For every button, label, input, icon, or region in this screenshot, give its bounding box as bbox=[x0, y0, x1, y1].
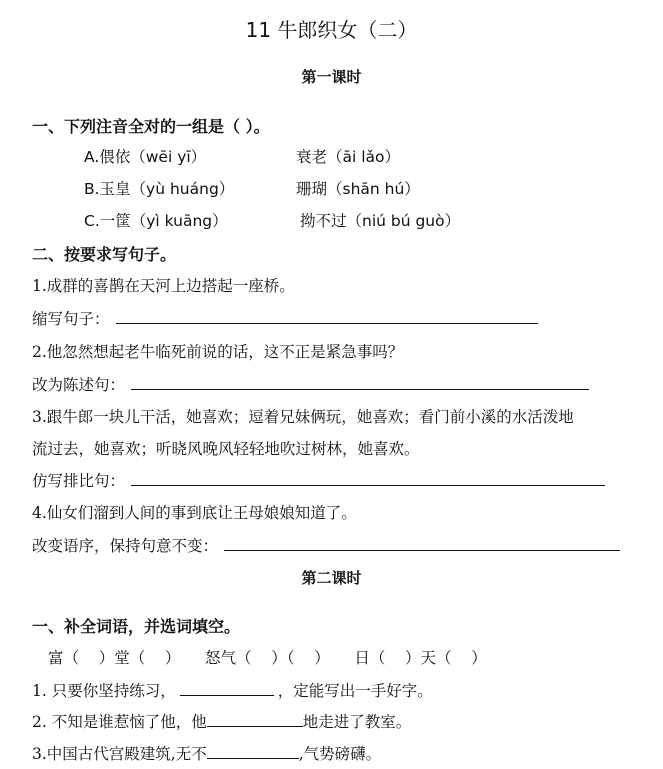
option-b-right: 珊瑚（shān hú） bbox=[296, 180, 420, 198]
lesson2-heading: 第二课时 bbox=[301, 569, 362, 587]
l2-q3-blank[interactable] bbox=[207, 742, 299, 759]
q2-answer-blank[interactable] bbox=[131, 373, 589, 390]
l2-q2-before: 2. 不知是谁惹恼了他，他 bbox=[32, 713, 207, 731]
option-c-right: 拗不过（niú bú guò） bbox=[300, 212, 461, 230]
q4-sentence: 4.仙女们溜到人间的事到底让王母娘娘知道了。 bbox=[32, 504, 357, 522]
l2-q3-row bbox=[32, 742, 381, 764]
l2-q1-row bbox=[32, 679, 433, 701]
l2-q3-after: ,气势磅礴。 bbox=[298, 745, 382, 763]
lesson1-heading: 第一课时 bbox=[301, 68, 362, 86]
l2-q1-blank[interactable] bbox=[180, 679, 274, 696]
q4-answer-row bbox=[32, 534, 620, 556]
q1-answer-row bbox=[32, 307, 538, 329]
page-title: 11 牛郎织女（二） bbox=[245, 18, 418, 42]
option-c: C.一筐（yì kuāng） bbox=[84, 212, 228, 230]
q4-answer-blank[interactable] bbox=[224, 534, 620, 551]
option-a: A.偎依（wēi yī） bbox=[84, 148, 207, 166]
q3-answer-blank[interactable] bbox=[131, 469, 605, 486]
l1-section1-heading: 一、下列注音全对的一组是（ ）。 bbox=[32, 117, 270, 136]
l2-section1-heading: 一、补全词语，并选词填空。 bbox=[32, 617, 241, 636]
option-b: B.玉皇（yù huáng） bbox=[84, 180, 235, 198]
l2-q1-after: ，定能写出一手好字。 bbox=[277, 682, 433, 700]
q2-sentence: 2.他忽然想起老牛临死前说的话，这不正是紧急事吗？ bbox=[32, 343, 404, 361]
l2-q1-before: 1. 只要你坚持练习， bbox=[32, 682, 176, 700]
q3-sentence-line1: 3.跟牛郎一块儿干活，她喜欢；逗着兄妹俩玩，她喜欢；看门前小溪的水活泼地 bbox=[32, 408, 574, 426]
q3-answer-row bbox=[32, 469, 605, 491]
q1-prompt: 缩写句子： bbox=[32, 310, 110, 328]
q2-prompt: 改为陈述句： bbox=[32, 376, 126, 394]
l2-q2-blank[interactable] bbox=[207, 710, 303, 727]
q3-prompt: 仿写排比句： bbox=[32, 472, 126, 490]
l2-q2-row bbox=[32, 710, 411, 732]
q1-sentence: 1.成群的喜鹊在天河上边搭起一座桥。 bbox=[32, 277, 295, 295]
q4-prompt: 改变语序，保持句意不变： bbox=[32, 537, 219, 555]
l2-q3-before: 3.中国古代宫殿建筑,无不 bbox=[32, 745, 207, 763]
q3-sentence-line2: 流过去，她喜欢；听晓风晚风轻轻地吹过树林，她喜欢。 bbox=[32, 440, 420, 458]
q2-answer-row bbox=[32, 373, 589, 395]
word-completion-row: 富（ ）堂（ ） 怒气（ ）（ ） 日（ ）天（ ） bbox=[48, 649, 487, 667]
l1-section2-heading: 二、按要求写句子。 bbox=[32, 245, 177, 264]
option-a-right: 衰老（āi lǎo） bbox=[296, 148, 401, 166]
l2-q2-after: 地走进了教室。 bbox=[302, 713, 412, 731]
q1-answer-blank[interactable] bbox=[116, 307, 538, 324]
